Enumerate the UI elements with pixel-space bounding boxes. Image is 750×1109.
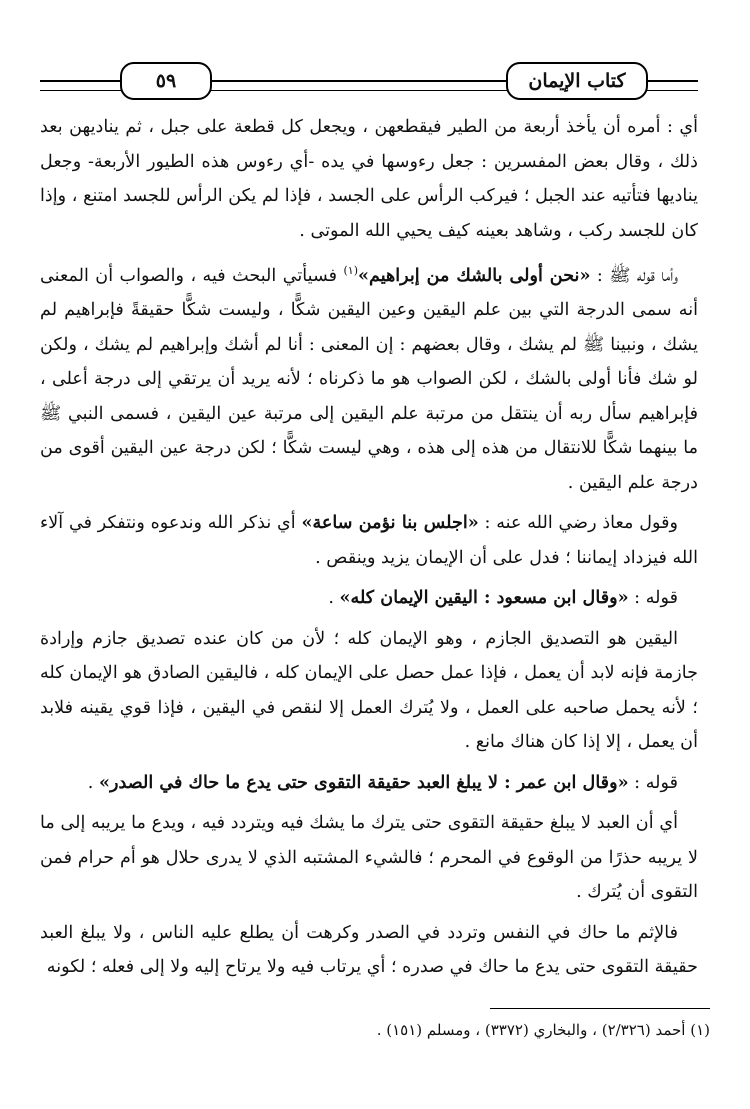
hadith-quote: «نحن أولى بالشك من إبراهيم»	[357, 264, 591, 286]
paragraph-lead: وأما قوله ﷺ :	[590, 265, 678, 286]
book-title: كتاب الإيمان	[506, 62, 648, 100]
paragraph-text: .	[87, 772, 99, 793]
paragraph: فالإثم ما حاك في النفس وتردد في الصدر وكرهت أن يطلع عليه الناس ، ولا يبلغ العبد حقيقة التقوى حتى يدع ما حاك في صدره ؛ أي يرتاب فيه ولا يرتاح إليه ولا إلى فعله ؛ لكونه	[40, 922, 698, 978]
hadith-quote: «وقال ابن مسعود : اليقين الإيمان كله»	[339, 587, 629, 609]
paragraph: أي : أمره أن يأخذ أربعة من الطير فيقطعهن ، ويجعل كل قطعة على جبل ، ثم يناديهن بعد ذلك ، وقال بعض المفسرين : جعل رءوسها في يده -أي رءوس هذه الطيور الأربعة- وجعل يناديها فتأتيه عند الجبل ؛ فيركب الرأس على الجسد ، فإذا لم يكن الرأس للجسد امتنع ، وإذا كان للجسد ركب ، وشاهد بعينه كيف يحيي الله الموتى .	[40, 117, 698, 241]
paragraph-lead: وقول معاذ رضي الله عنه :	[478, 513, 678, 534]
hadith-quote: «وقال ابن عمر : لا يبلغ العبد حقيقة التقوى حتى يدع ما حاك في الصدر»	[98, 771, 629, 793]
paragraph-text: أي نذكر الله وندعوه ونتفكر في آلاء الله فيزداد إيماننا ؛ فدل على أن الإيمان يزيد وينقص .	[40, 513, 698, 568]
paragraph: أي أن العبد لا يبلغ حقيقة التقوى حتى يترك ما يشك فيه ويتردد فيه ، ويدع ما يريبه إلى ما لا يريبه حذرًا من الوقوع في المحرم ؛ فالشيء المشتبه الذي لا يدرى حلال هو أم حرام فمن التقوى أن يُترك .	[40, 813, 698, 903]
paragraph: اليقين هو التصديق الجازم ، وهو الإيمان كله ؛ لأن من كان عنده تصديق جازم وإرادة جازمة فإنه لابد أن يعمل ، فإذا عمل حصل على الإيمان كله ، فاليقين الصادق هو الإيمان كله ؛ لأنه يحمل صاحبه على العمل ، ولا يُترك العمل إلا لنقص في اليقين ، فإذا قوي يقينه فلابد أن يعمل ، إلا إذا كان هناك مانع .	[40, 628, 698, 753]
footnote: (١) أحمد (٢/٣٢٦) ، والبخاري (٣٣٧٢) ، ومسلم (١٥١) .	[376, 1021, 710, 1039]
paragraph-text: فسيأتي البحث فيه ، والصواب أن المعنى أنه سمى الدرجة التي بين علم اليقين وعين اليقين شكًّا ، وليست شكًّا حقيقةً فإبراهيم لم يشك ، ونبينا ﷺ لم يشك ، وقال بعضهم : إن المعنى : أنا لم أشك وإبراهيم لم يشك ، ولكن لو شك فأنا أولى بالشك ، لكن الصواب هو ما ذكرناه ؛ لأنه يريد أن يرتقي إلى درجة أعلى ، فإبراهيم سأل ربه أن ينتقل من مرتبة علم اليقين إلى مرتبة عين اليقين ، فسمى النبي ﷺ ما بينهما شكًّا للانتقال من هذه إلى هذه ، وهي ليست شكًّا ؛ لكن درجة عين اليقين أقوى من درجة علم اليقين .	[40, 265, 698, 493]
paragraph	[40, 766, 698, 801]
hadith-quote: «اجلس بنا نؤمن ساعة»	[301, 512, 479, 534]
paragraph	[40, 506, 698, 575]
paragraph-lead: قوله :	[628, 588, 678, 609]
page-header	[40, 58, 698, 102]
paragraph	[40, 581, 698, 616]
footnote-ref: (١)	[343, 264, 358, 277]
page-number: ٥٩	[120, 62, 212, 100]
paragraph-lead: قوله :	[628, 772, 678, 793]
footnote-divider	[490, 1008, 710, 1009]
paragraph-text: .	[328, 588, 340, 609]
paragraph	[40, 254, 698, 500]
page-body	[40, 110, 698, 991]
